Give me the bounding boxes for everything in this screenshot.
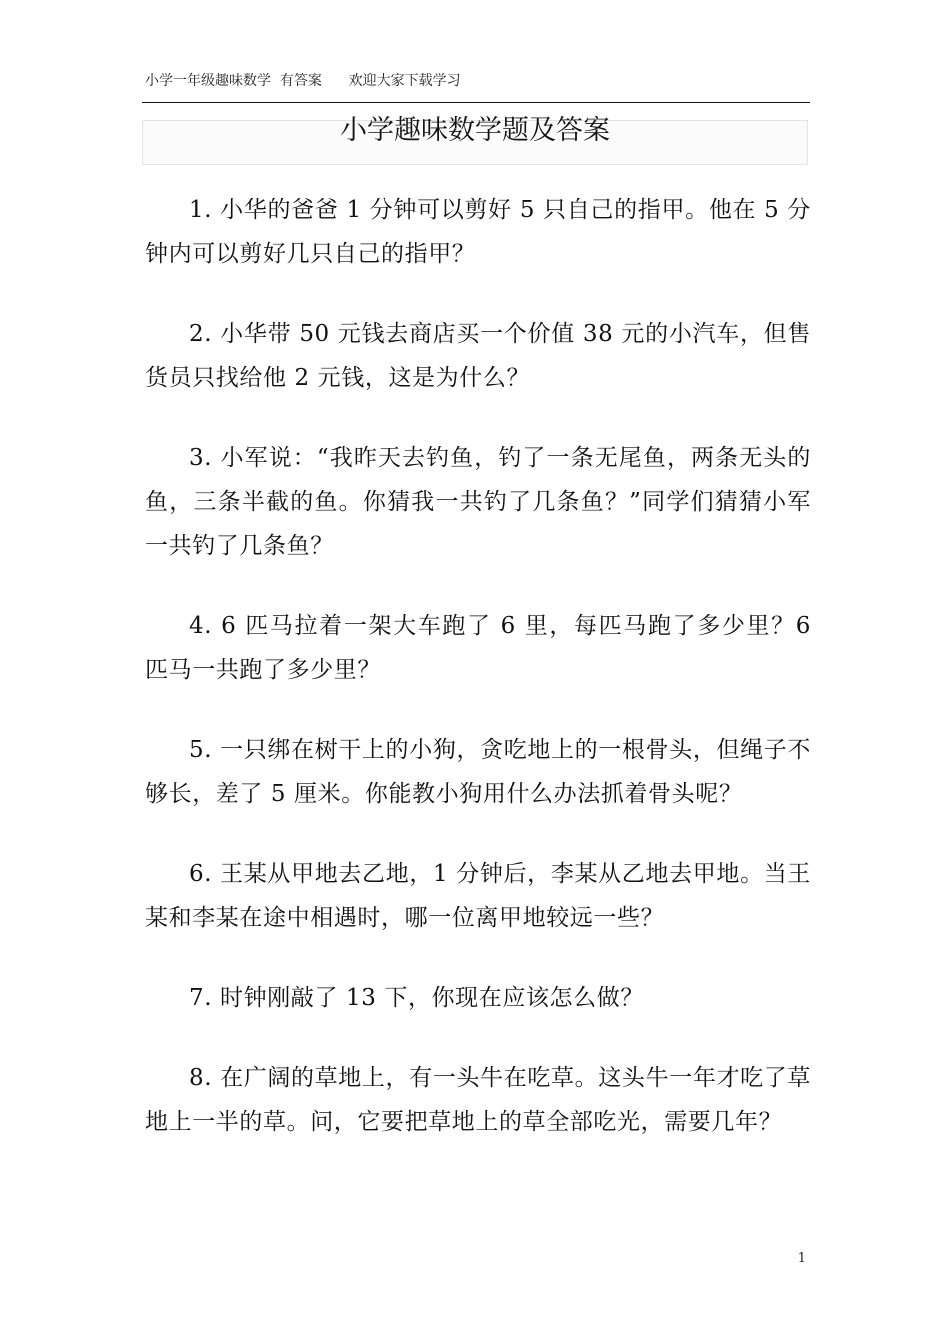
question-list <box>145 188 811 1180</box>
question-1: 1. 小华的爸爸 1 分钟可以剪好 5 只自己的指甲。他在 5 分钟内可以剪好几只自己的指甲？ <box>145 197 811 267</box>
page-header: 小学一年级趣味数学 有答案 欢迎大家下载学习 <box>145 73 461 89</box>
question-4: 4. 6 匹马拉着一架大车跑了 6 里，每匹马跑了多少里？6 匹马一共跑了多少里？ <box>145 613 811 683</box>
header-divider <box>142 102 810 103</box>
document-title: 小学趣味数学题及答案 <box>340 115 610 146</box>
page-number: 1 <box>797 1251 806 1266</box>
question-5: 5. 一只绑在树干上的小狗，贪吃地上的一根骨头，但绳子不够长，差了 5 厘米。你能教小狗用什么办法抓着骨头呢？ <box>145 737 811 807</box>
question-2: 2. 小华带 50 元钱去商店买一个价值 38 元的小汽车，但售货员只找给他 2 元钱，这是为什么？ <box>145 321 811 391</box>
question-7: 7. 时钟刚敲了 13 下，你现在应该怎么做？ <box>189 985 644 1011</box>
question-6: 6. 王某从甲地去乙地，1 分钟后，李某从乙地去甲地。当王某和李某在途中相遇时，哪一位离甲地较远一些？ <box>145 861 811 931</box>
question-8: 8. 在广阔的草地上，有一头牛在吃草。这头牛一年才吃了草地上一半的草。问，它要把草地上的草全部吃光，需要几年？ <box>145 1065 811 1135</box>
question-3: 3. 小军说：“我昨天去钓鱼，钓了一条无尾鱼，两条无头的鱼，三条半截的鱼。你猜我一共钓了几条鱼？”同学们猜猜小军一共钓了几条鱼？ <box>145 445 811 559</box>
